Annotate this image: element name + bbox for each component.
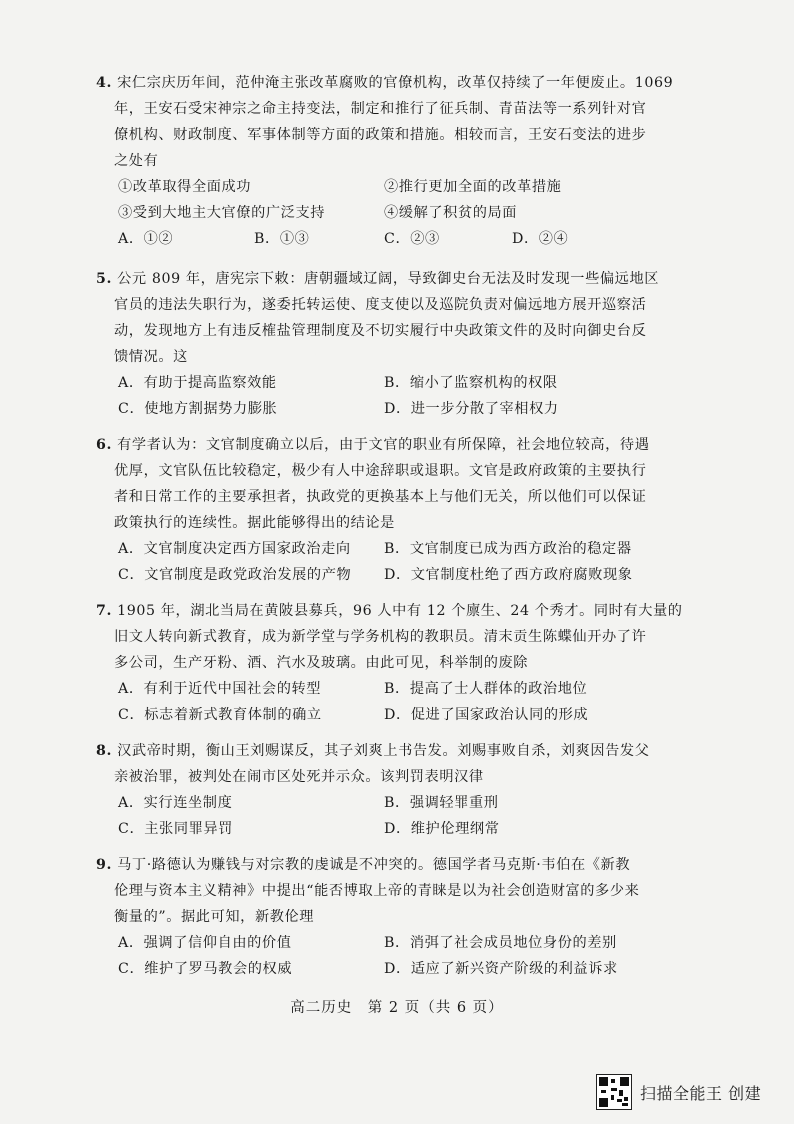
question-stem-line: 动，发现地方上有违反榷盐管理制度及不切实履行中央政策文件的及时向御史台反	[114, 323, 647, 339]
option-a[interactable]: A．强调了信仰自由的价值	[118, 935, 292, 951]
option-c[interactable]: C．使地方割据势力膨胀	[118, 401, 278, 417]
statement-item: ④缓解了积贫的局面	[384, 205, 518, 221]
question-stem-line: 优厚，文官队伍比较稳定，极少有人中途辞职或退职。文官是政府政策的主要执行	[114, 463, 647, 479]
option-c[interactable]: C．文官制度是政党政治发展的产物	[118, 567, 352, 583]
option-d[interactable]: D．文官制度杜绝了西方政府腐败现象	[384, 567, 633, 583]
option-b[interactable]: B．消弭了社会成员地位身份的差别	[384, 935, 617, 951]
option-d[interactable]: D．适应了新兴资产阶级的利益诉求	[384, 961, 618, 977]
qr-code-icon	[596, 1074, 632, 1110]
option-d[interactable]: D．②④	[512, 231, 569, 247]
option-c[interactable]: C．标志着新式教育体制的确立	[118, 707, 322, 723]
question-stem-line: 旧文人转向新式教育，成为新学堂与学务机构的教职员。清末贡生陈蝶仙开办了许	[114, 629, 647, 645]
option-row	[114, 396, 669, 422]
question-4	[96, 70, 674, 252]
option-b[interactable]: B．缩小了监察机构的权限	[384, 375, 558, 391]
option-a[interactable]: A．有助于提高监察效能	[118, 375, 277, 391]
question-6	[96, 432, 669, 588]
option-row	[114, 930, 669, 956]
question-stem-line: 宋仁宗庆历年间，范仲淹主张改革腐败的官僚机构，改革仅持续了一年便废止。1069	[117, 75, 674, 91]
option-row	[114, 702, 669, 728]
statement-item: ③受到大地主大官僚的广泛支持	[118, 205, 326, 221]
statement-row	[114, 200, 669, 226]
question-stem-line: 伦理与资本主义精神》中提出“能否博取上帝的青睐是以为社会创造财富的多少来	[114, 883, 640, 899]
option-c[interactable]: C．②③	[384, 231, 440, 247]
option-a[interactable]: A．文官制度决定西方国家政治走向	[118, 541, 351, 557]
question-stem-line: 1905 年，湖北当局在黄陂县募兵，96 人中有 12 个廪生、24 个秀才。同时有大量的	[117, 603, 683, 619]
option-row	[114, 226, 669, 252]
question-stem-line: 亲被治罪，被判处在闹市区处死并示众。该判罚表明汉律	[114, 769, 484, 785]
question-5	[96, 266, 669, 422]
option-b[interactable]: B．强调轻罪重刑	[384, 795, 499, 811]
question-number: 5.	[96, 271, 113, 287]
question-number: 4.	[96, 75, 113, 91]
scanner-text: 扫描全能王 创建	[640, 1083, 762, 1103]
question-9	[96, 852, 669, 982]
question-stem-line: 衡量的”。据此可知，新教伦理	[114, 909, 315, 925]
question-stem-line: 政策执行的连续性。据此能够得出的结论是	[114, 515, 395, 531]
option-row	[114, 562, 669, 588]
question-stem-line: 汉武帝时期，衡山王刘赐谋反，其子刘爽上书告发。刘赐事败自杀，刘爽因告发父	[117, 743, 650, 759]
question-number: 7.	[96, 603, 113, 619]
question-number: 8.	[96, 743, 113, 759]
statement-item: ①改革取得全面成功	[118, 179, 252, 195]
question-7	[96, 598, 683, 728]
question-stem-line: 有学者认为：文官制度确立以后，由于文官的职业有所保障，社会地位较高，待遇	[117, 437, 650, 453]
question-stem-line: 者和日常工作的主要承担者，执政党的更换基本上与他们无关，所以他们可以保证	[114, 489, 647, 505]
option-b[interactable]: B．提高了士人群体的政治地位	[384, 681, 588, 697]
option-row	[114, 370, 669, 396]
question-stem-line: 馈情况。这	[114, 349, 188, 365]
option-row	[114, 536, 669, 562]
scanner-watermark	[596, 1072, 761, 1112]
question-stem-line: 之处有	[114, 153, 159, 169]
option-b[interactable]: B．文官制度已成为西方政治的稳定器	[384, 541, 632, 557]
question-number: 9.	[96, 857, 113, 873]
option-d[interactable]: D．促进了国家政治认同的形成	[384, 707, 589, 723]
option-a[interactable]: A．实行连坐制度	[118, 795, 233, 811]
question-number: 6.	[96, 437, 113, 453]
question-stem-line: 公元 809 年，唐宪宗下敕：唐朝疆域辽阔，导致御史台无法及时发现一些偏远地区	[117, 271, 660, 287]
option-d[interactable]: D．进一步分散了宰相权力	[384, 401, 559, 417]
option-c[interactable]: C．主张同罪异罚	[118, 821, 233, 837]
question-stem-line: 年，王安石受宋神宗之命主持变法，制定和推行了征兵制、青苗法等一系列针对官	[114, 101, 647, 117]
option-b[interactable]: B．①③	[254, 231, 310, 247]
option-row	[114, 790, 669, 816]
option-d[interactable]: D．维护伦理纲常	[384, 821, 500, 837]
statement-row	[114, 174, 669, 200]
question-8	[96, 738, 669, 842]
option-c[interactable]: C．维护了罗马教会的权威	[118, 961, 293, 977]
question-stem-line: 多公司，生产牙粉、酒、汽水及玻璃。由此可见，科举制的废除	[114, 655, 529, 671]
question-stem-line: 僚机构、财政制度、军事体制等方面的政策和措施。相较而言，王安石变法的进步	[114, 127, 647, 143]
page-footer: 高二历史 第 2 页（共 6 页）	[290, 1000, 504, 1016]
option-a[interactable]: A．①②	[118, 231, 174, 247]
question-stem-line: 官员的违法失职行为，遂委托转运使、度支使以及巡院负责对偏远地方展开巡察活	[114, 297, 647, 313]
option-a[interactable]: A．有利于近代中国社会的转型	[118, 681, 322, 697]
option-row	[114, 676, 669, 702]
statement-item: ②推行更加全面的改革措施	[384, 179, 562, 195]
option-row	[114, 956, 669, 982]
question-stem-line: 马丁·路德认为赚钱与对宗教的虔诚是不冲突的。德国学者马克斯·韦伯在《新教	[117, 857, 631, 873]
option-row	[114, 816, 669, 842]
